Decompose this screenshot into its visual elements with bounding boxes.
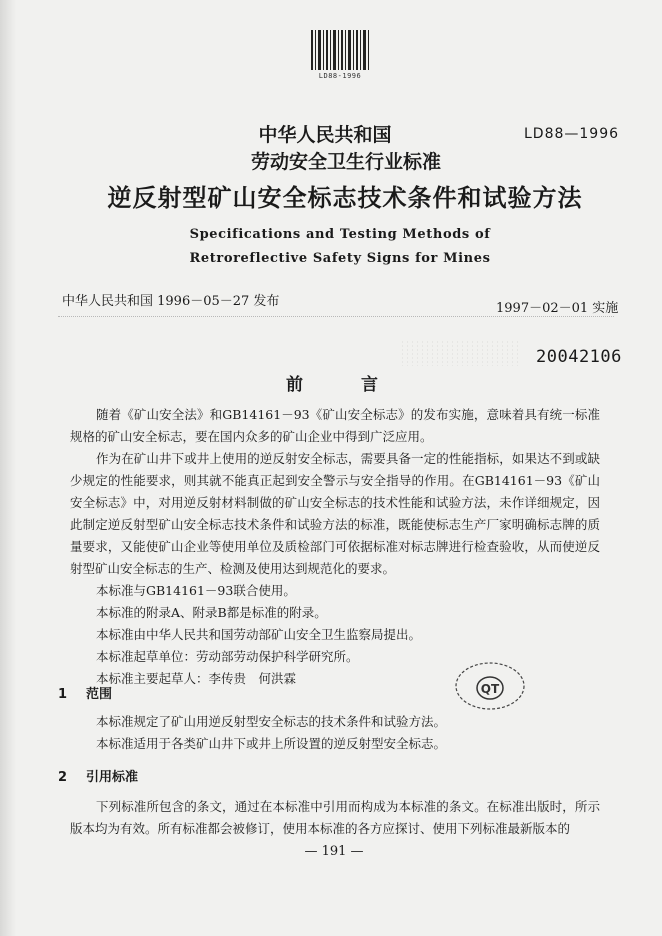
foreword-paragraph: 本标准起草单位：劳动部劳动保护科学研究所。 [96, 649, 359, 664]
section-paragraph: 下列标准所包含的条文，通过在本标准中引用而构成为本标准的条文。在标准出版时，所示版本均为有效。所有标准都会被修订，使用本标准的各方应探讨、使用下列标准最新版本的 [70, 799, 600, 836]
barcode-image [309, 30, 371, 70]
english-title-line-1: Specifications and Testing Methods of [189, 227, 491, 242]
standard-code: LD88—1996 [524, 126, 620, 142]
inspection-stamp-seal [452, 660, 528, 712]
foreword-heading: 前言 [286, 375, 436, 395]
section-paragraph: 本标准规定了矿山用逆反射型安全标志的技术条件和试验方法。 [96, 714, 447, 729]
section-body-scope [70, 711, 600, 755]
foreword-paragraph: 本标准的附录A、附录B都是标准的附录。 [96, 605, 327, 620]
section-number: 2 [58, 770, 68, 785]
section-body-references [70, 796, 600, 840]
barcode-label: LD88-1996 [318, 72, 362, 80]
scan-noise [400, 340, 520, 366]
stamp-text: QT [480, 682, 500, 696]
document-title: 逆反射型矿山安全标志技术条件和试验方法 [107, 184, 583, 212]
section-title: 引用标准 [86, 770, 139, 785]
foreword-body [70, 404, 600, 690]
document-number: 20042106 [536, 347, 622, 367]
effective-date: 1997－02－01 实施 [496, 301, 619, 316]
section-title: 范围 [86, 687, 113, 702]
foreword-paragraph: 随着《矿山安全法》和GB14161－93《矿山安全标志》的发布实施，意味着具有统一标准规格的矿山安全标志，要在国内众多的矿山企业中得到广泛应用。 [70, 407, 600, 444]
section-heading-references [58, 766, 138, 785]
english-title-line-2: Retroreflective Safety Signs for Mines [189, 251, 491, 266]
foreword-paragraph: 本标准主要起草人：李传贵 何洪霖 [96, 671, 297, 686]
section-number: 1 [58, 687, 68, 702]
foreword-paragraph: 本标准与GB14161－93联合使用。 [96, 583, 296, 598]
issue-date: 中华人民共和国 1996－05－27 发布 [62, 294, 280, 309]
foreword-paragraph: 作为在矿山井下或井上使用的逆反射安全标志，需要具备一定的性能指标，如果达不到或缺少规定的性能要求，则其就不能真正起到安全警示与安全指导的作用。在GB14161－93《矿山安全标志》中，对用逆反射材料制做的矿山安全标志的技术性能和试验方法，未作详细规定，因此制定逆反射型矿山安全标志技术条件和试验方法的标准，既能使标志生产厂家明确标志牌的质量要求，又能使矿山企业等使用单位及质检部门可依据标准对标志牌进行检查验收，从而使逆反射型矿山安全标志的生产、检测及使用达到规范化的要求。 [70, 451, 600, 576]
standard-category: 劳动安全卫生行业标准 [250, 151, 441, 173]
section-heading-scope [58, 683, 112, 702]
foreword-paragraph: 本标准由中华人民共和国劳动部矿山安全卫生监察局提出。 [96, 627, 422, 642]
page-number: — 191 — [304, 844, 364, 859]
header-divider [58, 316, 614, 317]
issuer-country: 中华人民共和国 [258, 124, 392, 146]
section-paragraph: 本标准适用于各类矿山井下或井上所设置的逆反射型安全标志。 [96, 736, 447, 751]
